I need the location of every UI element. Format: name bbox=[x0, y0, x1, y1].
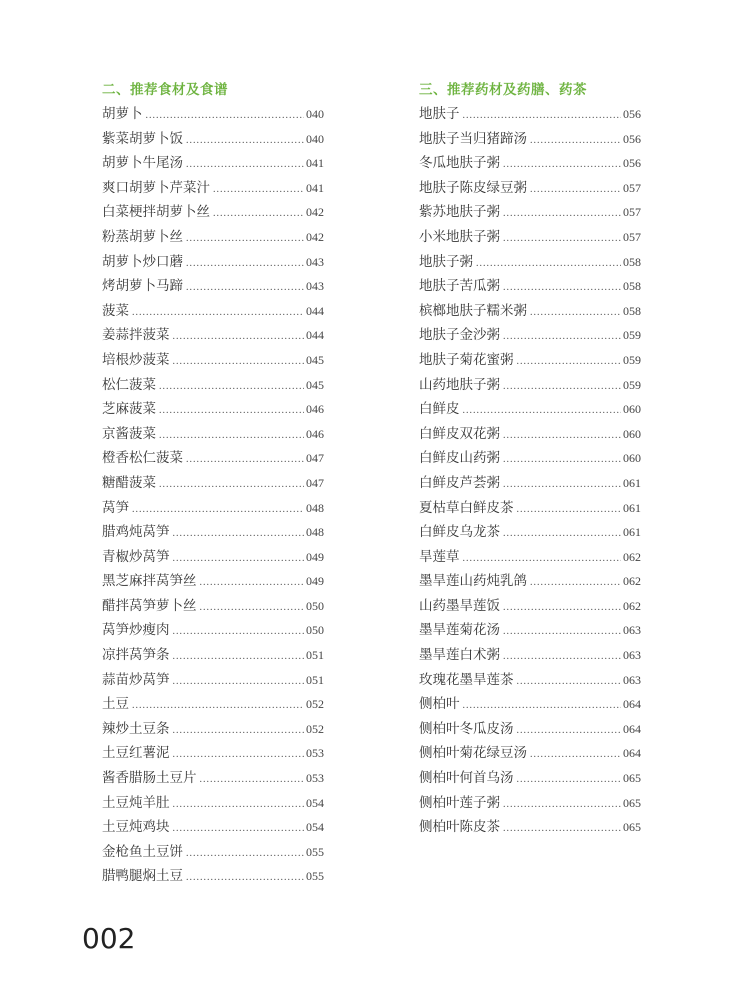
toc-column-left bbox=[102, 78, 324, 889]
dot-leader bbox=[503, 620, 621, 645]
toc-entry-title: 地肤子粥 bbox=[419, 253, 473, 269]
toc-entry-title: 侧柏叶菊花绿豆汤 bbox=[419, 745, 527, 761]
toc-entry-title: 莴笋炒瘦肉 bbox=[102, 622, 170, 638]
toc-entry[interactable] bbox=[419, 569, 641, 594]
dot-leader bbox=[530, 178, 621, 203]
toc-entry-title: 地肤子当归猪蹄汤 bbox=[419, 130, 527, 146]
dot-leader bbox=[476, 252, 621, 277]
toc-entry-title: 胡萝卜炒口蘑 bbox=[102, 253, 183, 269]
toc-entry-title: 白鲜皮乌龙茶 bbox=[419, 524, 500, 540]
toc-entry-title: 腊鸡炖莴笋 bbox=[102, 524, 170, 540]
toc-entry-title: 墨旱莲白术粥 bbox=[419, 647, 500, 663]
dot-leader bbox=[463, 694, 622, 719]
toc-entry[interactable] bbox=[419, 446, 641, 471]
dot-leader bbox=[517, 498, 622, 523]
toc-entry-title: 地肤子陈皮绿豆粥 bbox=[419, 179, 527, 195]
dot-leader bbox=[173, 817, 305, 842]
toc-entry-page: 056 bbox=[623, 156, 641, 171]
toc-entry-title: 侧柏叶莲子粥 bbox=[419, 794, 500, 810]
dot-leader bbox=[503, 153, 621, 178]
toc-entry-title: 土豆炖鸡块 bbox=[102, 819, 170, 835]
toc-entry-title: 白鲜皮 bbox=[419, 401, 460, 417]
dot-leader bbox=[463, 547, 622, 572]
toc-entry-page: 062 bbox=[623, 574, 641, 589]
toc-entry-page: 064 bbox=[623, 721, 641, 736]
toc-entry-title: 培根炒菠菜 bbox=[102, 351, 170, 367]
dot-leader bbox=[132, 694, 304, 719]
toc-entry[interactable] bbox=[102, 741, 324, 766]
toc-entry-page: 054 bbox=[306, 795, 324, 810]
toc-entry[interactable] bbox=[102, 618, 324, 643]
dot-leader bbox=[173, 645, 305, 670]
toc-entry-page: 065 bbox=[623, 771, 641, 786]
toc-entry-page: 055 bbox=[306, 869, 324, 884]
toc-entry[interactable] bbox=[419, 545, 641, 570]
toc-entry-title: 凉拌莴笋条 bbox=[102, 647, 170, 663]
toc-entry-title: 胡萝卜 bbox=[102, 106, 143, 121]
toc-entry-title: 爽口胡萝卜芹菜汁 bbox=[102, 179, 210, 195]
toc-entry-page: 057 bbox=[623, 205, 641, 220]
toc-entry[interactable] bbox=[419, 422, 641, 447]
dot-leader bbox=[186, 842, 304, 867]
toc-entry[interactable] bbox=[419, 741, 641, 766]
toc-entry[interactable] bbox=[419, 274, 641, 299]
dot-leader bbox=[503, 473, 621, 498]
toc-entry[interactable] bbox=[419, 471, 641, 496]
toc-entry[interactable] bbox=[419, 496, 641, 521]
toc-entry-page: 058 bbox=[623, 254, 641, 269]
toc-entry[interactable] bbox=[419, 151, 641, 176]
toc-entry[interactable] bbox=[102, 397, 324, 422]
dot-leader bbox=[463, 104, 622, 129]
toc-entry-page: 045 bbox=[306, 352, 324, 367]
toc-entry[interactable] bbox=[102, 225, 324, 250]
toc-entry[interactable] bbox=[419, 225, 641, 250]
dot-leader bbox=[186, 252, 304, 277]
toc-entry-title: 土豆红薯泥 bbox=[102, 745, 170, 761]
toc-entry-page: 051 bbox=[306, 648, 324, 663]
toc-entry-page: 052 bbox=[306, 721, 324, 736]
dot-leader bbox=[159, 473, 304, 498]
dot-leader bbox=[463, 399, 622, 424]
dot-leader bbox=[132, 301, 304, 326]
toc-entry-page: 043 bbox=[306, 254, 324, 269]
toc-entry-page: 063 bbox=[623, 672, 641, 687]
toc-entry-title: 白鲜皮山药粥 bbox=[419, 450, 500, 466]
toc-entry[interactable] bbox=[419, 102, 641, 127]
toc-entry-page: 059 bbox=[623, 328, 641, 343]
toc-entry[interactable] bbox=[102, 446, 324, 471]
toc-entry-title: 玫瑰花墨旱莲茶 bbox=[419, 671, 514, 687]
toc-entry[interactable] bbox=[102, 545, 324, 570]
toc-entry[interactable] bbox=[419, 373, 641, 398]
toc-entry[interactable] bbox=[419, 127, 641, 152]
toc-column-right bbox=[419, 78, 641, 840]
toc-entry[interactable] bbox=[102, 815, 324, 840]
toc-entry[interactable] bbox=[102, 422, 324, 447]
dot-leader bbox=[173, 670, 305, 695]
toc-entry-page: 057 bbox=[623, 180, 641, 195]
toc-entry-page: 062 bbox=[623, 598, 641, 613]
dot-leader bbox=[200, 768, 305, 793]
toc-entry-page: 059 bbox=[623, 377, 641, 392]
toc-entry-page: 056 bbox=[623, 107, 641, 121]
toc-entry-title: 橙香松仁菠菜 bbox=[102, 450, 183, 466]
dot-leader bbox=[132, 498, 304, 523]
toc-entry-title: 胡萝卜牛尾汤 bbox=[102, 155, 183, 171]
toc-entry-page: 052 bbox=[306, 697, 324, 712]
toc-entry-page: 042 bbox=[306, 229, 324, 244]
dot-leader bbox=[146, 104, 305, 129]
toc-entry-title: 墨旱莲山药炖乳鸽 bbox=[419, 573, 527, 589]
dot-leader bbox=[503, 227, 621, 252]
dot-leader bbox=[186, 866, 304, 891]
toc-entry-title: 黑芝麻拌莴笋丝 bbox=[102, 573, 197, 589]
toc-entry-page: 063 bbox=[623, 623, 641, 638]
toc-entry-page: 063 bbox=[623, 648, 641, 663]
dot-leader bbox=[186, 129, 304, 154]
toc-entry[interactable] bbox=[419, 520, 641, 545]
toc-entry-page: 053 bbox=[306, 746, 324, 761]
toc-entry[interactable] bbox=[102, 840, 324, 865]
toc-entry[interactable] bbox=[102, 569, 324, 594]
toc-entry[interactable] bbox=[102, 791, 324, 816]
dot-leader bbox=[530, 129, 621, 154]
dot-leader bbox=[517, 350, 622, 375]
page-number: 002 bbox=[82, 922, 136, 955]
toc-entry-title: 金枪鱼土豆饼 bbox=[102, 843, 183, 859]
toc-entry-title: 土豆 bbox=[102, 696, 129, 712]
toc-entry[interactable] bbox=[102, 176, 324, 201]
toc-entry-title: 粉蒸胡萝卜丝 bbox=[102, 228, 183, 244]
toc-entry[interactable] bbox=[102, 151, 324, 176]
toc-entry-title: 白鲜皮双花粥 bbox=[419, 425, 500, 441]
dot-leader bbox=[530, 743, 621, 768]
toc-entry-page: 041 bbox=[306, 180, 324, 195]
toc-entry[interactable] bbox=[102, 323, 324, 348]
toc-entry-title: 侧柏叶陈皮茶 bbox=[419, 819, 500, 835]
toc-entry-page: 060 bbox=[623, 426, 641, 441]
toc-entry-page: 061 bbox=[623, 525, 641, 540]
toc-entry-page: 041 bbox=[306, 156, 324, 171]
dot-leader bbox=[173, 620, 305, 645]
toc-entry-title: 山药地肤子粥 bbox=[419, 376, 500, 392]
toc-entry[interactable] bbox=[102, 692, 324, 717]
toc-entry-page: 060 bbox=[623, 402, 641, 417]
dot-leader bbox=[173, 325, 305, 350]
toc-entry[interactable] bbox=[102, 643, 324, 668]
toc-entry-title: 蒜苗炒莴笋 bbox=[102, 671, 170, 687]
toc-entry-title: 侧柏叶冬瓜皮汤 bbox=[419, 720, 514, 736]
toc-entry-title: 紫菜胡萝卜饭 bbox=[102, 130, 183, 146]
toc-entry-page: 050 bbox=[306, 623, 324, 638]
toc-entry-title: 旱莲草 bbox=[419, 548, 460, 564]
toc-entry[interactable] bbox=[419, 250, 641, 275]
dot-leader bbox=[503, 596, 621, 621]
toc-entry-page: 053 bbox=[306, 771, 324, 786]
toc-entry-title: 槟榔地肤子糯米粥 bbox=[419, 302, 527, 318]
toc-entry-title: 青椒炒莴笋 bbox=[102, 548, 170, 564]
toc-entry-page: 056 bbox=[623, 131, 641, 146]
toc-entry-title: 醋拌莴笋萝卜丝 bbox=[102, 597, 197, 613]
dot-leader bbox=[517, 719, 622, 744]
toc-entry-title: 芝麻菠菜 bbox=[102, 401, 156, 417]
toc-entry[interactable] bbox=[419, 717, 641, 742]
toc-entry-title: 墨旱莲菊花汤 bbox=[419, 622, 500, 638]
toc-entry-title: 松仁菠菜 bbox=[102, 376, 156, 392]
toc-entry-title: 地肤子金沙粥 bbox=[419, 327, 500, 343]
toc-entry[interactable] bbox=[102, 299, 324, 324]
toc-entry-page: 065 bbox=[623, 820, 641, 835]
toc-list bbox=[102, 102, 324, 889]
toc-entry-title: 地肤子苦瓜粥 bbox=[419, 278, 500, 294]
toc-entry-page: 059 bbox=[623, 352, 641, 367]
toc-entry[interactable] bbox=[102, 200, 324, 225]
toc-entry-page: 049 bbox=[306, 574, 324, 589]
toc-entry-page: 048 bbox=[306, 500, 324, 515]
dot-leader bbox=[186, 448, 304, 473]
dot-leader bbox=[186, 227, 304, 252]
dot-leader bbox=[503, 522, 621, 547]
toc-entry-page: 045 bbox=[306, 377, 324, 392]
toc-entry[interactable] bbox=[102, 717, 324, 742]
dot-leader bbox=[173, 719, 305, 744]
toc-entry-page: 065 bbox=[623, 795, 641, 810]
toc-entry-title: 辣炒土豆条 bbox=[102, 720, 170, 736]
toc-entry-page: 040 bbox=[306, 107, 324, 121]
dot-leader bbox=[503, 276, 621, 301]
dot-leader bbox=[173, 743, 305, 768]
toc-entry-page: 058 bbox=[623, 279, 641, 294]
toc-entry[interactable] bbox=[419, 200, 641, 225]
toc-entry[interactable] bbox=[102, 864, 324, 889]
dot-leader bbox=[159, 399, 304, 424]
dot-leader bbox=[173, 522, 305, 547]
toc-entry-page: 058 bbox=[623, 303, 641, 318]
toc-entry-page: 060 bbox=[623, 451, 641, 466]
toc-entry[interactable] bbox=[419, 766, 641, 791]
dot-leader bbox=[159, 424, 304, 449]
dot-leader bbox=[173, 350, 305, 375]
toc-entry[interactable] bbox=[419, 176, 641, 201]
toc-entry[interactable] bbox=[419, 397, 641, 422]
dot-leader bbox=[503, 645, 621, 670]
toc-entry[interactable] bbox=[419, 594, 641, 619]
section-heading: 三、推荐药材及药膳、药茶 bbox=[419, 82, 587, 98]
toc-entry-page: 047 bbox=[306, 475, 324, 490]
dot-leader bbox=[530, 571, 621, 596]
dot-leader bbox=[186, 153, 304, 178]
toc-entry-page: 048 bbox=[306, 525, 324, 540]
dot-leader bbox=[503, 375, 621, 400]
dot-leader bbox=[503, 202, 621, 227]
toc-entry[interactable] bbox=[419, 323, 641, 348]
toc-entry-title: 冬瓜地肤子粥 bbox=[419, 155, 500, 171]
toc-entry-title: 地肤子菊花蜜粥 bbox=[419, 351, 514, 367]
section-heading: 二、推荐食材及食谱 bbox=[102, 82, 228, 98]
toc-entry-page: 064 bbox=[623, 746, 641, 761]
toc-entry-page: 044 bbox=[306, 303, 324, 318]
toc-entry-page: 061 bbox=[623, 500, 641, 515]
toc-entry-title: 土豆炖羊肚 bbox=[102, 794, 170, 810]
toc-entry-title: 腊鸭腿焖土豆 bbox=[102, 868, 183, 884]
toc-entry[interactable] bbox=[419, 692, 641, 717]
dot-leader bbox=[503, 817, 621, 842]
toc-entry-title: 酱香腊肠土豆片 bbox=[102, 770, 197, 786]
toc-entry[interactable] bbox=[102, 102, 324, 127]
dot-leader bbox=[173, 547, 305, 572]
toc-entry-title: 莴笋 bbox=[102, 499, 129, 515]
toc-entry-page: 057 bbox=[623, 229, 641, 244]
toc-entry-page: 040 bbox=[306, 131, 324, 146]
toc-entry[interactable] bbox=[102, 520, 324, 545]
toc-entry-page: 044 bbox=[306, 328, 324, 343]
toc-entry-title: 糖醋菠菜 bbox=[102, 474, 156, 490]
dot-leader bbox=[517, 670, 622, 695]
toc-entry-title: 白鲜皮芦荟粥 bbox=[419, 474, 500, 490]
toc-entry[interactable] bbox=[102, 373, 324, 398]
toc-entry-title: 京酱菠菜 bbox=[102, 425, 156, 441]
toc-entry[interactable] bbox=[419, 668, 641, 693]
toc-entry[interactable] bbox=[102, 250, 324, 275]
toc-entry[interactable] bbox=[102, 496, 324, 521]
toc-entry[interactable] bbox=[102, 348, 324, 373]
toc-entry-title: 紫苏地肤子粥 bbox=[419, 204, 500, 220]
toc-entry-page: 054 bbox=[306, 820, 324, 835]
toc-entry-title: 小米地肤子粥 bbox=[419, 228, 500, 244]
dot-leader bbox=[503, 424, 621, 449]
toc-entry-page: 055 bbox=[306, 844, 324, 859]
toc-entry-page: 064 bbox=[623, 697, 641, 712]
toc-entry[interactable] bbox=[102, 471, 324, 496]
dot-leader bbox=[159, 375, 304, 400]
toc-entry-page: 047 bbox=[306, 451, 324, 466]
toc-entry-title: 地肤子 bbox=[419, 106, 460, 121]
toc-entry-page: 061 bbox=[623, 475, 641, 490]
toc-entry-page: 042 bbox=[306, 205, 324, 220]
toc-entry[interactable] bbox=[419, 791, 641, 816]
dot-leader bbox=[503, 448, 621, 473]
toc-entry[interactable] bbox=[102, 594, 324, 619]
dot-leader bbox=[213, 178, 304, 203]
dot-leader bbox=[200, 596, 305, 621]
toc-entry[interactable] bbox=[102, 127, 324, 152]
toc-entry[interactable] bbox=[419, 348, 641, 373]
toc-entry[interactable] bbox=[419, 815, 641, 840]
toc-entry[interactable] bbox=[419, 618, 641, 643]
toc-entry-page: 046 bbox=[306, 426, 324, 441]
toc-entry[interactable] bbox=[102, 766, 324, 791]
dot-leader bbox=[503, 793, 621, 818]
toc-entry-title: 侧柏叶 bbox=[419, 696, 460, 712]
toc-entry-title: 烤胡萝卜马蹄 bbox=[102, 278, 183, 294]
dot-leader bbox=[213, 202, 304, 227]
toc-entry-title: 山药墨旱莲饭 bbox=[419, 597, 500, 613]
dot-leader bbox=[186, 276, 304, 301]
dot-leader bbox=[503, 325, 621, 350]
toc-entry[interactable] bbox=[102, 668, 324, 693]
toc-list bbox=[419, 102, 641, 840]
toc-entry[interactable] bbox=[102, 274, 324, 299]
toc-entry-title: 菠菜 bbox=[102, 302, 129, 318]
dot-leader bbox=[530, 301, 621, 326]
toc-entry-title: 夏枯草白鲜皮茶 bbox=[419, 499, 514, 515]
dot-leader bbox=[200, 571, 305, 596]
toc-entry-page: 043 bbox=[306, 279, 324, 294]
toc-entry-page: 062 bbox=[623, 549, 641, 564]
toc-entry-page: 049 bbox=[306, 549, 324, 564]
toc-entry-page: 050 bbox=[306, 598, 324, 613]
toc-entry[interactable] bbox=[419, 643, 641, 668]
toc-entry-title: 姜蒜拌菠菜 bbox=[102, 327, 170, 343]
toc-entry[interactable] bbox=[419, 299, 641, 324]
toc-entry-page: 051 bbox=[306, 672, 324, 687]
toc-entry-page: 046 bbox=[306, 402, 324, 417]
toc-entry-title: 白菜梗拌胡萝卜丝 bbox=[102, 204, 210, 220]
dot-leader bbox=[517, 768, 622, 793]
dot-leader bbox=[173, 793, 305, 818]
toc-entry-title: 侧柏叶何首乌汤 bbox=[419, 770, 514, 786]
